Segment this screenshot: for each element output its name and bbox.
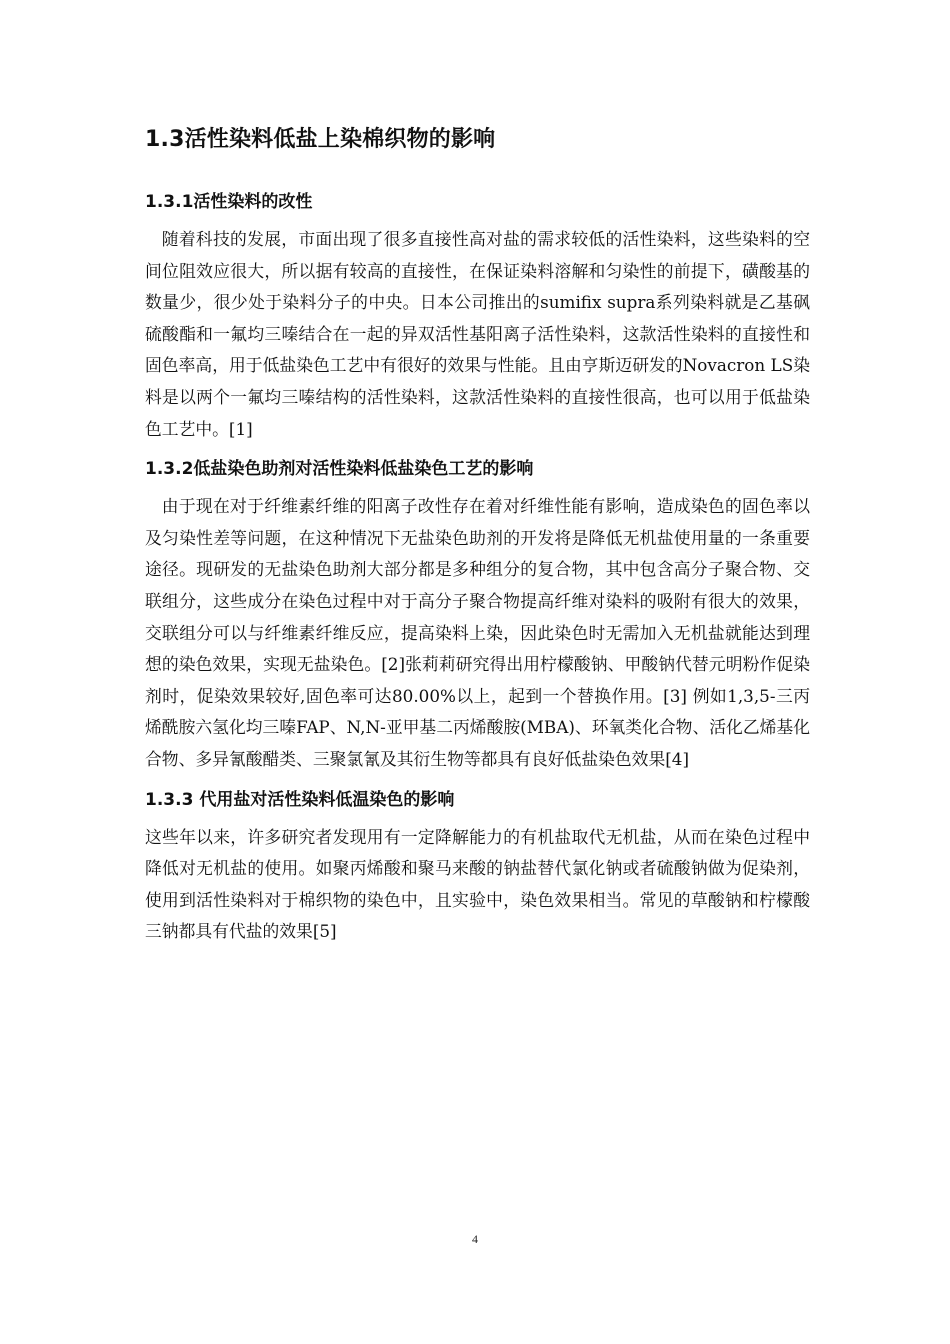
paragraph-1-3-1: 随着科技的发展，市面出现了很多直接性高对盐的需求较低的活性染料，这些染料的空间位阻效应很大，所以据有较高的直接性，在保证染料溶解和匀染性的前提下，磺酸基的数量少，很少处于染料分子的中央。日本公司推出的sumifix supra系列染料就是乙基砜硫酸酯和一氟均三嗪结合在一起的异双活性基阳离子活性染料，这款活性染料的直接性和固色率高，用于低盐染色工艺中有很好的效果与性能。且由亨斯迈研发的Novacron LS染料是以两个一氟均三嗪结构的活性染料，这款活性染料的直接性很高，也可以用于低盐染色工艺中。[1] (145, 229, 810, 439)
page-number: 4 (472, 1232, 478, 1246)
paragraph-1-3-2: 由于现在对于纤维素纤维的阳离子改性存在着对纤维性能有影响，造成染色的固色率以及匀染性差等问题，在这种情况下无盐染色助剂的开发将是降低无机盐使用量的一条重要途径。现研发的无盐染色助剂大部分都是多种组分的复合物，其中包含高分子聚合物、交联组分，这些成分在染色过程中对于高分子聚合物提高纤维对染料的吸附有很大的效果，交联组分可以与纤维素纤维反应，提高染料上染，因此染色时无需加入无机盐就能达到理想的染色效果，实现无盐染色。[2]张莉莉研究得出用柠檬酸钠、甲酸钠代替元明粉作促染剂时，促染效果较好,固色率可达80.00%以上，起到一个替换作用。[3] 例如1,3,5-三丙烯酰胺六氢化均三嗪FAP、N,N-亚甲基二丙烯酸胺(MBA)、环氧类化合物、活化乙烯基化合物、多异氰酸醋类、三聚氯氰及其衍生物等都具有良好低盐染色效果[4] (145, 496, 810, 769)
section-title: 1.3活性染料低盐上染棉织物的影响 (145, 127, 496, 152)
page-body (145, 118, 810, 954)
subsection-heading-1-3-2: 1.3.2低盐染色助剂对活性染料低盐染色工艺的影响 (145, 459, 534, 480)
subsection-heading-1-3-3: 1.3.3 代用盐对活性染料低温染色的影响 (145, 789, 455, 810)
subsection-heading-1-3-1: 1.3.1活性染料的改性 (145, 192, 313, 212)
paragraph-1-3-3: 这些年以来，许多研究者发现用有一定降解能力的有机盐取代无机盐，从而在染色过程中降低对无机盐的使用。如聚丙烯酸和聚马来酸的钠盐替代氯化钠或者硫酸钠做为促染剂，使用到活性染料对于棉织物的染色中，且实验中，染色效果相当。常见的草酸钠和柠檬酸三钠都具有代盐的效果[5] (145, 826, 810, 942)
